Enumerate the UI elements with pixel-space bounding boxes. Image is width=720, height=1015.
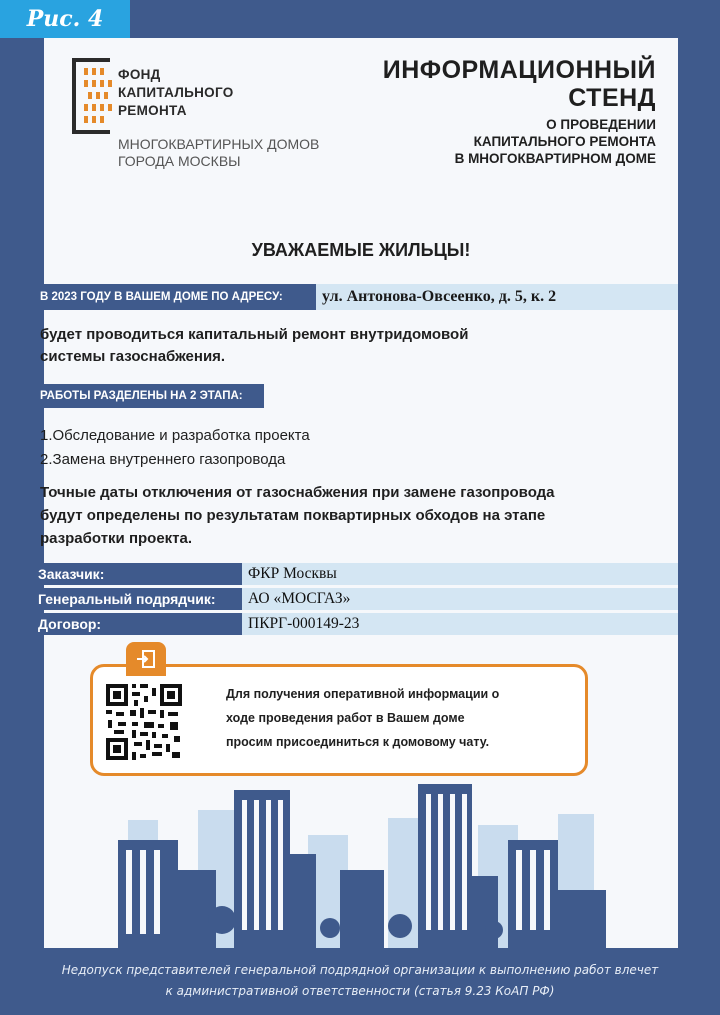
logo-line1: ФОНД — [118, 67, 161, 82]
work-description — [40, 324, 600, 368]
info-key: Генеральный подрядчик: — [30, 588, 242, 610]
header-sub3: В МНОГОКВАРТИРНОМ ДОМЕ — [454, 151, 656, 166]
logo-dots-icon — [80, 64, 112, 126]
info-row — [30, 588, 678, 610]
chat-line2: ходе проведения работ в Вашем доме — [226, 711, 465, 725]
info-key: Заказчик: — [30, 563, 242, 585]
greeting-heading: УВАЖАЕМЫЕ ЖИЛЬЦЫ! — [251, 240, 471, 260]
header-sub2: КАПИТАЛЬНОГО РЕМОНТА — [473, 134, 656, 149]
stand-header — [383, 56, 656, 167]
address-value: ул. Антонова-Овсеенко, д. 5, к. 2 — [316, 284, 678, 310]
city-skyline-illustration — [118, 780, 608, 948]
logo-line3: РЕМОНТА — [118, 103, 187, 118]
logo-sub1: МНОГОКВАРТИРНЫХ ДОМОВ — [118, 136, 320, 152]
stages-label: РАБОТЫ РАЗДЕЛЕНЫ НА 2 ЭТАПА: — [30, 384, 264, 408]
footer-line1: Недопуск представителей генеральной подрядной организации к выполнению работ влечет — [61, 963, 659, 977]
dates-line1: Точные даты отключения от газоснабжения при замене газопровода — [40, 484, 555, 501]
dates-line2: будут определены по результатам поквартирных обходов на этапе — [40, 507, 546, 524]
figure-label: Рис. 4 — [0, 0, 130, 38]
footer-line2: к административной ответственности (статья 9.23 КоАП РФ) — [165, 984, 555, 998]
chat-line3: просим присоединиться к домовому чату. — [226, 735, 490, 749]
work-line1: будет проводиться капитальный ремонт внутридомовой — [40, 326, 469, 343]
info-value: АО «МОСГАЗ» — [242, 588, 678, 610]
header-title1: ИНФОРМАЦИОННЫЙ — [382, 56, 656, 84]
login-icon — [126, 642, 166, 676]
stage-item: 2.Замена внутреннего газопровода — [40, 451, 286, 468]
corner-block — [0, 38, 44, 128]
stage-item: 1.Обследование и разработка проекта — [40, 427, 310, 444]
info-row — [30, 613, 678, 635]
address-label: В 2023 ГОДУ В ВАШЕМ ДОМЕ ПО АДРЕСУ: — [30, 284, 316, 310]
chat-invite-text — [226, 682, 566, 754]
header-title2: СТЕНД — [568, 84, 656, 112]
header-subtitle — [383, 116, 656, 167]
stages-list — [40, 424, 310, 472]
info-value: ПКРГ-000149-23 — [242, 613, 678, 635]
logo-subtitle — [118, 136, 319, 170]
info-key: Договор: — [30, 613, 242, 635]
dates-line3: разработки проекта. — [40, 530, 193, 547]
footer-warning — [0, 960, 720, 1002]
qr-code-icon[interactable] — [104, 682, 184, 762]
header-sub1: О ПРОВЕДЕНИИ — [546, 117, 656, 132]
address-row — [30, 284, 678, 310]
work-line2: системы газоснабжения. — [40, 348, 226, 365]
info-row — [30, 563, 678, 585]
logo-sub2: ГОРОДА МОСКВЫ — [118, 153, 241, 169]
logo-line2: КАПИТАЛЬНОГО — [118, 85, 234, 100]
contract-info-table — [30, 563, 678, 638]
dates-notice — [40, 481, 640, 550]
info-value: ФКР Москвы — [242, 563, 678, 585]
chat-line1: Для получения оперативной информации о — [226, 687, 500, 701]
logo-words — [118, 66, 234, 120]
